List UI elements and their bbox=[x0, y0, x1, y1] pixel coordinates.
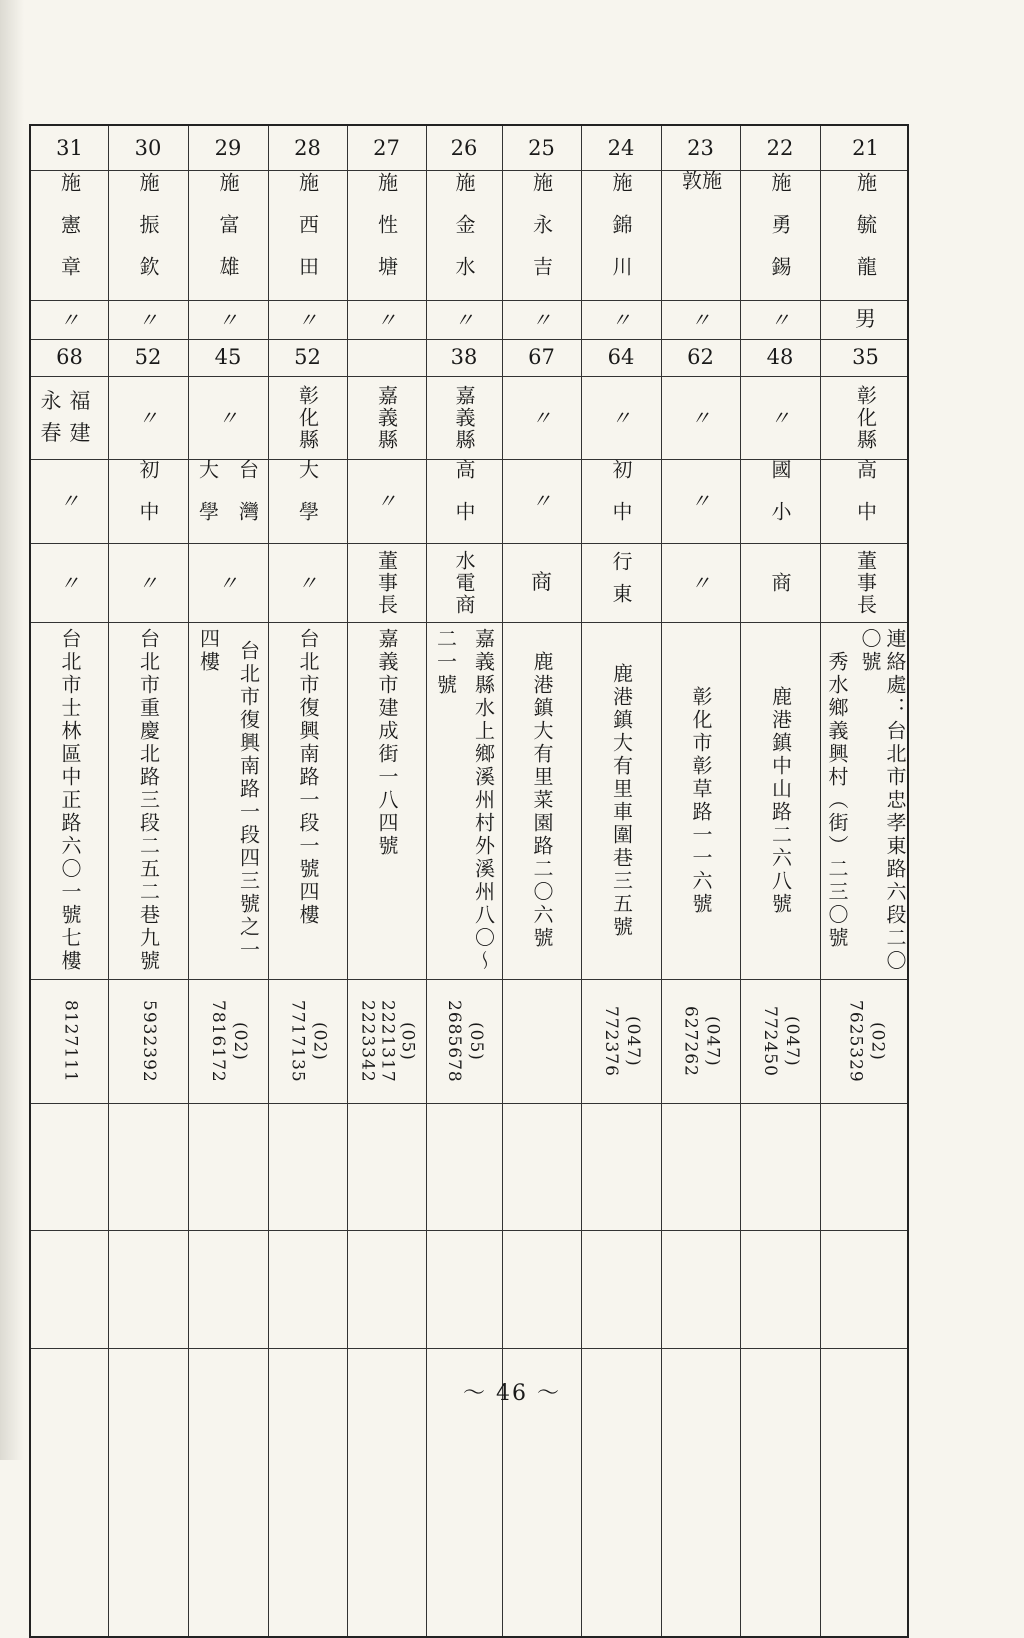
member-age: 48 bbox=[766, 345, 794, 369]
member-occupation: 行東 bbox=[609, 550, 633, 615]
address-line-1: 台北市復興南路一段一號四樓 bbox=[296, 628, 320, 927]
entry-number: 24 bbox=[607, 135, 635, 160]
member-gender: 〃 bbox=[297, 307, 318, 332]
address-line-2: 四樓 bbox=[196, 628, 221, 674]
entry-number: 30 bbox=[134, 135, 162, 160]
member-age bbox=[347, 339, 426, 376]
member-name: 施振欽 bbox=[136, 172, 160, 298]
member-address bbox=[31, 628, 108, 973]
member-gender: 男 bbox=[855, 307, 876, 331]
entry-number: 27 bbox=[373, 135, 400, 160]
address-line-1: 台北市士林區中正路六〇一號七樓 bbox=[58, 628, 82, 973]
member-gender: 〃 bbox=[531, 307, 552, 332]
member-age: 64 bbox=[607, 345, 635, 369]
member-education: 大學 bbox=[295, 459, 320, 543]
member-address bbox=[108, 628, 188, 973]
member-name: 施西田 bbox=[295, 172, 320, 298]
phone-number: 8127111 bbox=[60, 1000, 81, 1083]
member-address bbox=[581, 628, 661, 973]
member-origin: 彰化縣 bbox=[295, 384, 320, 451]
member-age: 62 bbox=[687, 345, 714, 369]
member-occupation: 董事長 bbox=[853, 549, 878, 616]
member-phone bbox=[426, 984, 502, 1099]
member-age: 38 bbox=[450, 345, 478, 369]
phone-area-code: (047) bbox=[622, 1016, 643, 1067]
row-divider bbox=[31, 1348, 907, 1349]
entry-number: 26 bbox=[450, 135, 478, 160]
member-phone bbox=[268, 984, 347, 1099]
phone-area-code: (02) bbox=[867, 1022, 888, 1061]
member-origin: 〃 bbox=[138, 405, 158, 430]
member-age: 67 bbox=[528, 345, 555, 369]
phone-area-code: (047) bbox=[702, 1016, 723, 1067]
member-origin: 〃 bbox=[218, 405, 238, 430]
phone-number: 2221317 bbox=[377, 1000, 398, 1083]
member-phone bbox=[661, 984, 740, 1099]
member-origin: 〃 bbox=[690, 405, 711, 430]
member-phone bbox=[188, 984, 268, 1099]
phone-number: 2685678 bbox=[444, 1000, 464, 1083]
origin-line-1: 永福 bbox=[40, 389, 99, 414]
member-name: 施毓龍 bbox=[853, 172, 878, 298]
member-age: 45 bbox=[214, 345, 242, 369]
member-name: 施永吉 bbox=[529, 172, 554, 298]
member-education: 高中 bbox=[853, 459, 878, 543]
phone-area-code: (047) bbox=[781, 1016, 802, 1067]
member-occupation: 商 bbox=[768, 571, 792, 594]
phone-area-code: (02) bbox=[309, 1022, 330, 1061]
entry-number: 23 bbox=[687, 135, 714, 160]
member-gender: 〃 bbox=[454, 307, 474, 332]
education-line-1: 台灣 bbox=[235, 459, 260, 543]
entry-number: 22 bbox=[766, 135, 794, 160]
member-address bbox=[740, 628, 820, 973]
member-name: 施性塘 bbox=[374, 172, 399, 298]
member-occupation: 〃 bbox=[218, 570, 238, 595]
member-origin: 〃 bbox=[611, 405, 631, 430]
member-origin bbox=[31, 376, 108, 459]
member-occupation: 〃 bbox=[59, 570, 80, 595]
member-name: 施金水 bbox=[452, 172, 476, 298]
phone-number-2: 2223342 bbox=[357, 1000, 378, 1083]
address-line-1: 鹿港鎮大有里菜園路二〇六號 bbox=[530, 651, 554, 950]
row-divider bbox=[31, 622, 907, 623]
entry-number: 25 bbox=[528, 135, 555, 160]
member-origin: 嘉義縣 bbox=[452, 384, 476, 451]
member-name: 施敦 bbox=[678, 170, 723, 246]
member-education: 〃 bbox=[531, 489, 552, 513]
address-line-1: 鹿港鎮中山路二六八號 bbox=[768, 685, 793, 916]
phone-number: 7625329 bbox=[845, 1000, 866, 1083]
member-education: 〃 bbox=[690, 489, 711, 513]
member-gender: 〃 bbox=[218, 307, 238, 332]
address-line-1: 台北市復興南路一段四三號之一 bbox=[236, 639, 261, 962]
row-divider bbox=[31, 1103, 907, 1104]
member-age: 52 bbox=[134, 345, 162, 369]
member-origin: 〃 bbox=[531, 405, 552, 430]
member-phone bbox=[581, 984, 661, 1099]
entry-number: 29 bbox=[214, 135, 242, 160]
entry-number: 31 bbox=[56, 135, 83, 160]
member-address bbox=[502, 628, 581, 973]
member-gender: 〃 bbox=[770, 307, 790, 332]
member-name: 施勇錫 bbox=[768, 172, 792, 298]
member-address bbox=[268, 628, 347, 973]
phone-area-code: (05) bbox=[397, 1022, 418, 1061]
member-education bbox=[188, 459, 268, 543]
phone-number: 627262 bbox=[680, 1006, 701, 1077]
address-line-1: 彰化市彰草路一一六號 bbox=[689, 685, 713, 916]
member-gender: 〃 bbox=[690, 307, 711, 332]
member-education: 國小 bbox=[768, 459, 792, 543]
member-name: 施富雄 bbox=[216, 172, 240, 298]
address-line-1: 嘉義市建成街一八四號 bbox=[375, 628, 399, 858]
member-age: 35 bbox=[852, 345, 879, 369]
member-occupation: 〃 bbox=[297, 570, 318, 595]
member-phone bbox=[740, 984, 820, 1099]
address-line-1: 連絡處：台北市忠孝東路六段二〇〇號 bbox=[858, 628, 907, 973]
phone-number: 7816172 bbox=[208, 1000, 228, 1083]
member-education: 〃 bbox=[59, 489, 80, 513]
origin-line-2: 春建 bbox=[40, 420, 99, 445]
member-phone bbox=[31, 984, 108, 1099]
member-occupation: 董事長 bbox=[374, 549, 399, 616]
address-line-1: 台北市重慶北路三段二五二巷九號 bbox=[136, 628, 161, 973]
member-address bbox=[347, 628, 426, 973]
member-education: 〃 bbox=[376, 489, 397, 513]
member-phone bbox=[108, 984, 188, 1099]
phone-number: 772450 bbox=[760, 1006, 780, 1077]
page-edge-shadow bbox=[0, 0, 24, 1460]
member-name: 施錦川 bbox=[609, 172, 633, 298]
page-number: ～ 46 ～ bbox=[463, 1381, 561, 1406]
entry-number: 28 bbox=[294, 135, 321, 160]
member-education: 高中 bbox=[452, 459, 476, 543]
member-gender: 〃 bbox=[59, 307, 80, 332]
member-education: 初中 bbox=[609, 459, 633, 543]
member-name: 施憲章 bbox=[57, 172, 82, 298]
member-education: 初中 bbox=[136, 459, 160, 543]
address-line-1: 鹿港鎮大有里車圍巷三五號 bbox=[609, 662, 634, 939]
member-occupation: 〃 bbox=[138, 570, 158, 595]
entry-number: 21 bbox=[852, 135, 879, 160]
member-phone bbox=[820, 984, 911, 1099]
member-address bbox=[426, 628, 502, 973]
phone-number: 5932392 bbox=[138, 1000, 159, 1083]
phone-area-code: (05) bbox=[465, 1022, 486, 1061]
member-age: 52 bbox=[294, 345, 321, 369]
member-address bbox=[188, 628, 268, 973]
phone-number: 7717135 bbox=[287, 1000, 308, 1083]
member-table bbox=[29, 124, 909, 1638]
address-line-1: 嘉義縣水上鄉溪州村外溪州八〇～ bbox=[471, 628, 496, 973]
member-phone bbox=[347, 984, 426, 1099]
row-divider bbox=[31, 1230, 907, 1231]
row-divider bbox=[31, 979, 907, 980]
member-gender: 〃 bbox=[376, 307, 397, 332]
member-occupation: 〃 bbox=[690, 570, 711, 595]
member-gender: 〃 bbox=[138, 307, 158, 332]
phone-number: 772376 bbox=[601, 1006, 621, 1077]
phone-area-code: (02) bbox=[229, 1022, 250, 1061]
member-occupation: 水電商 bbox=[452, 549, 476, 616]
member-origin: 〃 bbox=[770, 405, 790, 430]
member-origin: 彰化縣 bbox=[853, 384, 878, 451]
member-age: 68 bbox=[56, 345, 83, 369]
address-line-2: 二一號 bbox=[433, 628, 458, 697]
member-gender: 〃 bbox=[611, 307, 631, 332]
member-occupation: 商 bbox=[531, 570, 552, 594]
member-origin: 嘉義縣 bbox=[374, 384, 399, 451]
member-address bbox=[820, 628, 911, 973]
education-line-2: 大學 bbox=[195, 459, 220, 543]
address-line-2: 秀水鄉義興村（街）二三〇號 bbox=[825, 651, 849, 950]
member-address bbox=[661, 628, 740, 973]
